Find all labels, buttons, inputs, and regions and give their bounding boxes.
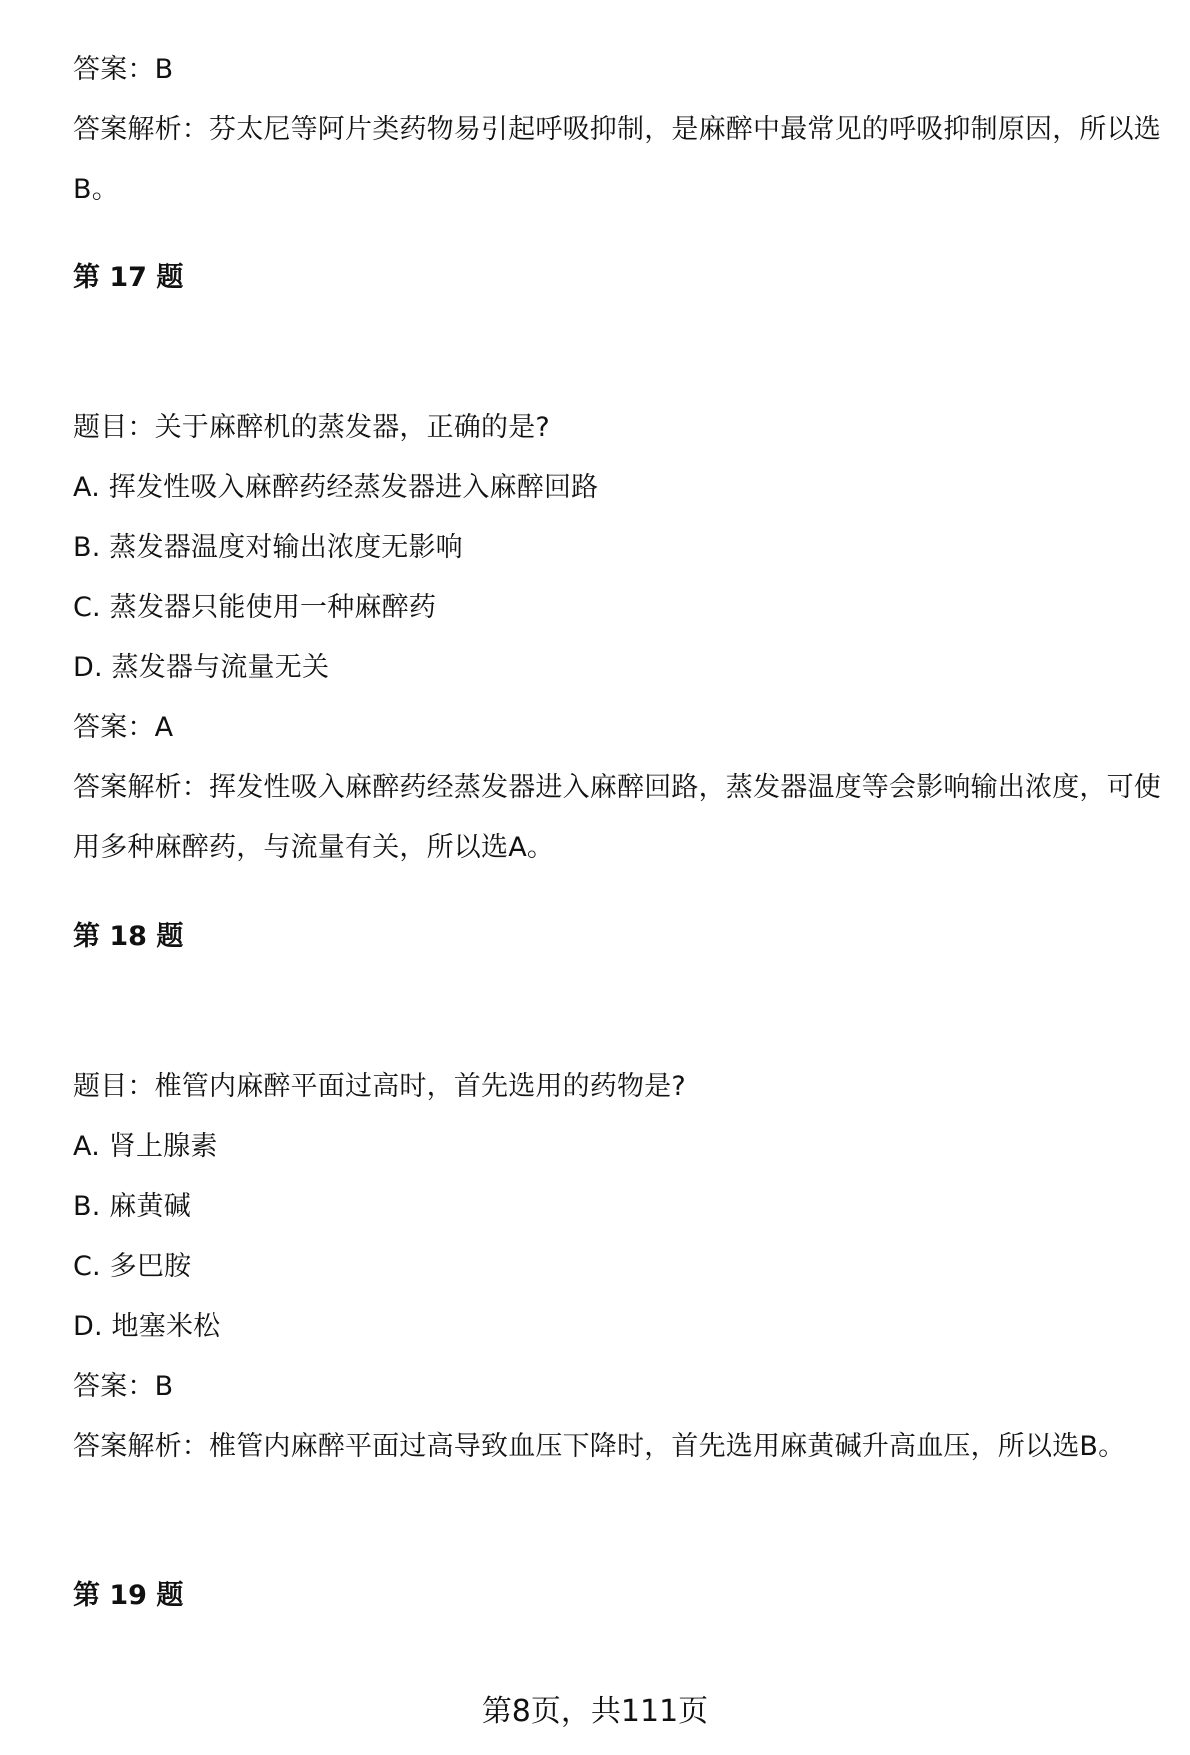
page-number-footer: 第8页，共111页 (481, 1694, 709, 1729)
question-17-option-d: D. 蒸发器与流量无关 (73, 652, 330, 683)
question-18-option-a: A. 肾上腺素 (73, 1131, 218, 1162)
question-17-text: 题目：关于麻醉机的蒸发器，正确的是? (73, 412, 550, 443)
question-17-analysis: 答案解析：挥发性吸入麻醉药经蒸发器进入麻醉回路，蒸发器温度等会影响输出浓度，可使用多种麻醉药，与流量有关，所以选A。 (73, 772, 1161, 863)
question-17-answer: 答案：A (73, 712, 174, 743)
question-17-option-c: C. 蒸发器只能使用一种麻醉药 (73, 592, 437, 623)
question-17-option-b: B. 蒸发器温度对输出浓度无影响 (73, 532, 463, 563)
prev-answer: 答案：B (73, 54, 174, 85)
question-18-option-b: B. 麻黄碱 (73, 1191, 191, 1222)
question-18-heading: 第 18 题 (73, 921, 184, 952)
question-18-answer: 答案：B (73, 1371, 174, 1402)
question-18-option-d: D. 地塞米松 (73, 1311, 221, 1342)
question-18-text: 题目：椎管内麻醉平面过高时，首先选用的药物是? (73, 1071, 686, 1102)
question-19-heading: 第 19 题 (73, 1580, 184, 1611)
question-17-heading: 第 17 题 (73, 262, 184, 293)
question-18-option-c: C. 多巴胺 (73, 1251, 192, 1282)
question-17-option-a: A. 挥发性吸入麻醉药经蒸发器进入麻醉回路 (73, 472, 599, 503)
question-18-analysis: 答案解析：椎管内麻醉平面过高导致血压下降时，首先选用麻黄碱升高血压，所以选B。 (73, 1431, 1126, 1462)
prev-analysis: 答案解析：芬太尼等阿片类药物易引起呼吸抑制，是麻醉中最常见的呼吸抑制原因，所以选B。 (73, 114, 1161, 205)
